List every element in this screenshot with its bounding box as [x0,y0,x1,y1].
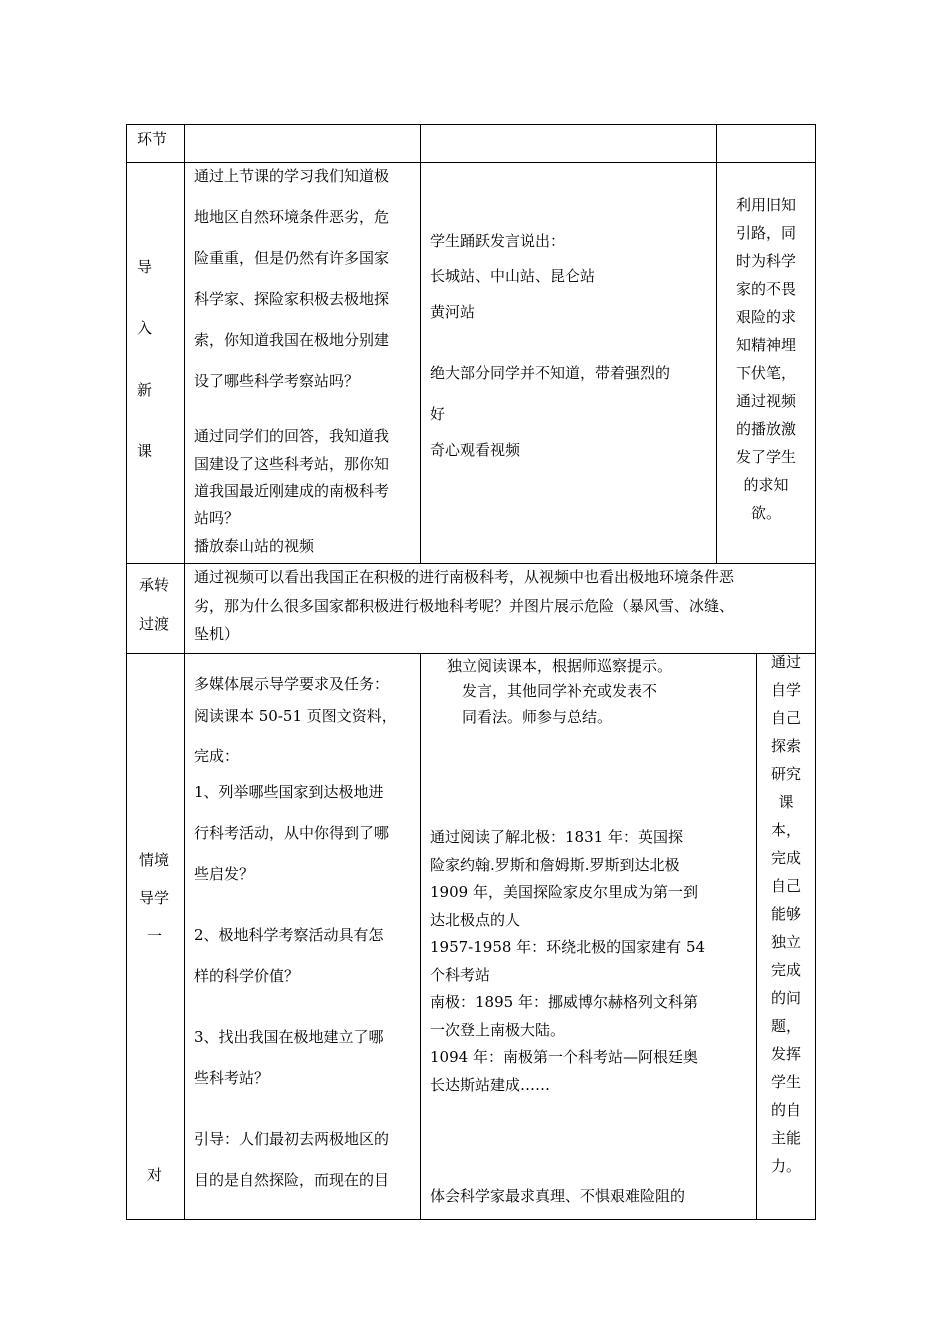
situation-teacher-line: 些科考站？ [194,1069,270,1087]
transition-label-line: 过渡 [139,615,170,633]
situation-teacher-line: 3、找出我国在极地建立了哪 [194,1028,384,1046]
situation-intent-line: 独立 [770,933,801,951]
intro-intent-line: 的播放激 [735,420,796,438]
intro-label-char: 新 [137,381,153,399]
situation-intent-line: 完成 [770,961,801,979]
situation-teacher-line: 引导：人们最初去两极地区的 [194,1130,390,1148]
situation-student-line: 1909 年，美国探险家皮尔里成为第一到 [430,883,698,901]
situation-intent-line: 自学 [770,681,801,699]
intro-student-line: 长城站、中山站、昆仑站 [430,267,596,285]
intro-student-line: 好 [430,405,446,423]
situation-teacher-line: 目的是自然探险，而现在的目 [194,1171,390,1189]
situation-intent-line: 探索 [770,737,801,755]
intro-intent-line: 通过视频 [735,392,796,410]
table-border-left [126,124,127,1220]
situation-teacher-line: 完成： [194,747,240,765]
intro-teacher-line: 地地区自然环境条件恶劣，危 [194,208,390,226]
situation-intent-line: 研究 [770,765,801,783]
situation-student-line: 南极：1895 年：挪威博尔赫格列文科第 [430,993,698,1011]
situation-intent-line: 学生 [770,1073,801,1091]
situation-intent-line: 的自 [770,1101,801,1119]
intro-intent-line: 下伏笔， [735,364,796,382]
situation-teacher-line: 样的科学价值？ [194,967,300,985]
intro-teacher-line: 科学家、探险家积极去极地探 [194,290,390,308]
situation-intent-line: 课 [778,793,794,811]
situation-teacher-line: 阅读课本 50-51 页图文资料， [194,707,397,725]
situation-label-line: 一 [147,927,163,945]
intro-teacher-line: 道我国最近刚建成的南极科考 [194,482,390,500]
table-border-top [126,124,816,125]
situation-teacher-line: 行科考活动，从中你得到了哪 [194,824,390,842]
transition-line: 坠机） [194,625,240,643]
header-stage-label: 环节 [137,130,168,148]
intro-teacher-line: 索，你知道我国在极地分别建 [194,331,390,349]
intro-label-char: 课 [137,442,153,460]
situation-student-line: 发言，其他同学补充或发表不 [462,682,658,700]
situation-student-line: 独立阅读课本，根据师巡察提示。 [447,657,673,675]
table-border-bottom [126,1219,816,1220]
intro-intent-line: 利用旧知 [735,196,796,214]
situation-student-line: 个科考站 [430,966,491,984]
col-divider-label [184,124,185,1220]
situation-student-line: 达北极点的人 [430,911,521,929]
situation-teacher-line: 多媒体展示导学要求及任务： [194,675,390,693]
intro-teacher-line: 国建设了这些科考站，那你知 [194,455,390,473]
situation-student-line: 长达斯站建成…… [430,1076,551,1094]
situation-teacher-line: 1、列举哪些国家到达极地进 [194,783,384,801]
transition-line: 通过视频可以看出我国正在积极的进行南极科考，从视频中也看出极地环境条件恶 [194,568,735,586]
situation-intent-line: 发挥 [770,1045,801,1063]
situation-intent-line: 本， [770,821,801,839]
situation-teacher-line: 些启发？ [194,865,255,883]
situation-label-line: 导学 [139,889,170,907]
intro-intent-line: 时为科学 [735,252,796,270]
intro-teacher-line: 设了哪些科学考察站吗？ [194,372,360,390]
row-divider-intro [126,563,816,564]
situation-intent-line: 题， [770,1017,801,1035]
situation-student-line: 1957-1958 年：环绕北极的国家建有 54 [430,938,706,956]
intro-intent-line: 家的不畏 [735,280,796,298]
intro-teacher-line: 播放泰山站的视频 [194,537,315,555]
intro-teacher-line: 通过上节课的学习我们知道极 [194,167,390,185]
col-divider-teacher-bottom [420,653,421,1220]
intro-student-line: 学生踊跃发言说出： [430,232,566,250]
situation-student-line: 一次登上南极大陆。 [430,1021,566,1039]
col-divider-teacher-top [420,124,421,564]
intro-intent-line: 知精神埋 [735,336,796,354]
situation-intent-line: 的问 [770,989,801,1007]
intro-intent-line: 发了学生 [735,448,796,466]
intro-teacher-line: 险重重，但是仍然有许多国家 [194,249,390,267]
intro-teacher-line: 通过同学们的回答，我知道我 [194,427,390,445]
situation-intent-line: 自己 [770,877,801,895]
situation-intent-line: 力。 [770,1157,801,1175]
situation-teacher-line: 2、极地科学考察活动具有怎 [194,926,384,944]
situation-label-bottom: 对 [147,1166,163,1184]
intro-label-char: 导 [137,258,153,276]
situation-intent-line: 通过 [770,653,801,671]
transition-line: 劣，那为什么很多国家都积极进行极地科考呢？并图片展示危险（暴风雪、冰缝、 [194,597,735,615]
situation-intent-line: 完成 [770,849,801,867]
intro-intent-line: 的求知 [743,476,789,494]
row-divider-transition [126,653,816,654]
table-border-right [815,124,816,1220]
situation-student-line: 通过阅读了解北极：1831 年：英国探 [430,828,683,846]
intro-intent-line: 欲。 [750,504,781,522]
intro-teacher-line: 站吗？ [194,509,240,527]
intro-intent-line: 引路，同 [735,224,796,242]
intro-student-line: 黄河站 [430,303,476,321]
situation-student-line: 险家约翰.罗斯和詹姆斯.罗斯到达北极 [430,856,680,874]
situation-student-line: 同看法。师参与总结。 [462,708,613,726]
situation-student-line: 1094 年：南极第一个科考站—阿根廷奥 [430,1048,698,1066]
transition-label-line: 承转 [139,576,170,594]
situation-student-line: 体会科学家最求真理、不惧艰难险阻的 [430,1187,686,1205]
situation-intent-line: 能够 [770,905,801,923]
situation-intent-line: 主能 [770,1129,801,1147]
situation-label-line: 情境 [139,851,170,869]
intro-student-line: 奇心观看视频 [430,441,521,459]
intro-label-char: 入 [137,319,153,337]
intro-student-line: 绝大部分同学并不知道，带着强烈的 [430,364,671,382]
intro-intent-line: 艰险的求 [735,308,796,326]
situation-intent-line: 自己 [770,709,801,727]
row-divider-header [126,162,816,163]
